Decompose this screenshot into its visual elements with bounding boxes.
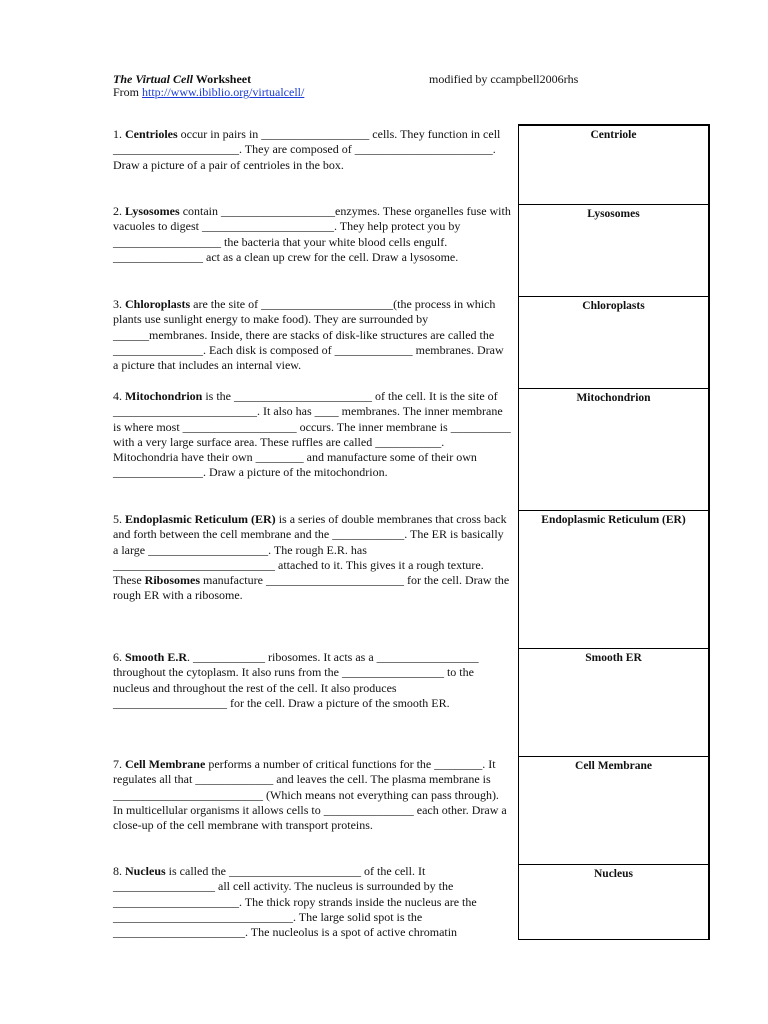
box-smooth-er[interactable] bbox=[519, 648, 708, 756]
q1-text: occur in pairs in __________________ cells. They function in cell _____________________. They are composed of _______________________. Draw a picture of a pair of centrioles in the box. bbox=[113, 127, 501, 172]
title-rest: Worksheet bbox=[193, 72, 252, 86]
source-link[interactable]: http://www.ibiblio.org/virtualcell/ bbox=[142, 85, 305, 99]
box-endoplasmic-reticulum[interactable] bbox=[519, 510, 708, 648]
q4-text: is the _______________________ of the cell. It is the site of ________________________. It also has ____ membranes. The inner membrane is where most ___________________ occurs. The inner membrane is __________ with a very large surface area. These ruffles are called ___________. Mitochondria have their own ________ and manufacture some of their own _______________. Draw a picture of the mitochondrion. bbox=[113, 389, 511, 480]
question-7 bbox=[113, 757, 511, 833]
q3-number: 3. bbox=[113, 297, 125, 311]
source-line bbox=[113, 85, 304, 100]
box-cell-membrane[interactable] bbox=[519, 756, 708, 864]
q7-text: performs a number of critical functions for the ________. It regulates all that _____________ and leaves the cell. The plasma membrane is _________________________ (Which means not everything can pass through). In multicellular organisms it allows cells to _______________ each other. Draw a close-up of the cell membrane with transport proteins. bbox=[113, 757, 507, 833]
q8-number: 8. bbox=[113, 864, 125, 878]
box-lysosomes[interactable] bbox=[519, 204, 708, 296]
q6-number: 6. bbox=[113, 650, 125, 664]
q7-term: Cell Membrane bbox=[125, 757, 206, 771]
q3-term: Chloroplasts bbox=[125, 297, 191, 311]
q5-text-a: is a series of double membranes that cross back and forth between the cell membrane and the ____________. The ER is basically a large ____________________. The rough E.R. has ___________________________ attached to it. This gives it a rough texture. These bbox=[113, 512, 507, 588]
box-chloroplasts[interactable] bbox=[519, 296, 708, 388]
q6-term: Smooth E.R bbox=[125, 650, 188, 664]
box-label: Endoplasmic Reticulum (ER) bbox=[541, 514, 686, 526]
q5-term-ribosomes: Ribosomes bbox=[144, 573, 200, 588]
q1-number: 1. bbox=[113, 127, 125, 141]
question-3 bbox=[113, 297, 511, 373]
q5-term: Endoplasmic Reticulum (ER) bbox=[125, 512, 276, 526]
box-label: Centriole bbox=[590, 129, 637, 141]
question-8 bbox=[113, 864, 511, 940]
question-5 bbox=[113, 512, 511, 604]
q8-text: is called the ______________________ of the cell. It _________________ all cell activity. The nucleus is surrounded by the _____________________. The thick ropy strands inside the nucleus are the ______________________________. The large solid spot is the ______________________. The nucleolus is a spot of active chromatin bbox=[113, 864, 477, 940]
drawing-boxes-table bbox=[518, 124, 710, 940]
box-label: Nucleus bbox=[594, 868, 633, 880]
q4-term: Mitochondrion bbox=[125, 389, 203, 403]
question-1 bbox=[113, 127, 511, 173]
question-4 bbox=[113, 389, 511, 481]
modified-by: modified by ccampbell2006rhs bbox=[429, 72, 579, 86]
title-italic: The Virtual Cell bbox=[113, 72, 194, 86]
q2-term: Lysosomes bbox=[125, 204, 180, 218]
q7-number: 7. bbox=[113, 757, 125, 771]
box-label: Smooth ER bbox=[585, 652, 642, 664]
q1-term: Centrioles bbox=[125, 127, 178, 141]
box-nucleus[interactable] bbox=[519, 864, 708, 940]
q3-text: are the site of ______________________(the process in which plants use sunlight energy to make food). They are surrounded by ______membranes. Inside, there are stacks of disk-like structures are called the _______________. Each disk is composed of _____________ membranes. Draw a picture that includes an internal view. bbox=[113, 297, 504, 373]
q2-text: contain ___________________enzymes. These organelles fuse with vacuoles to digest ______________________. They help protect you by __________________ the bacteria that your white blood cells engulf. _______________ act as a clean up crew for the cell. Draw a lysosome. bbox=[113, 204, 511, 264]
box-mitochondrion[interactable] bbox=[519, 388, 708, 510]
q6-text: . ____________ ribosomes. It acts as a _________________ throughout the cytoplasm. It also runs from the _________________ to the nucleus and throughout the rest of the cell. It also produces ___________________ for the cell. Draw a picture of the smooth ER. bbox=[113, 650, 479, 710]
q5-number: 5. bbox=[113, 512, 125, 526]
box-label: Cell Membrane bbox=[575, 760, 652, 772]
question-6 bbox=[113, 650, 511, 711]
q5-text-b: manufacture _______________________ for the cell. Draw the rough ER with a ribosome. bbox=[113, 573, 510, 603]
from-label: From bbox=[113, 85, 143, 99]
q4-number: 4. bbox=[113, 389, 125, 403]
question-2 bbox=[113, 204, 511, 265]
box-label: Lysosomes bbox=[587, 208, 640, 220]
box-label: Mitochondrion bbox=[576, 392, 651, 404]
box-centriole[interactable] bbox=[519, 126, 708, 204]
box-label: Chloroplasts bbox=[582, 300, 645, 312]
q2-number: 2. bbox=[113, 204, 125, 218]
q8-term: Nucleus bbox=[125, 864, 166, 878]
